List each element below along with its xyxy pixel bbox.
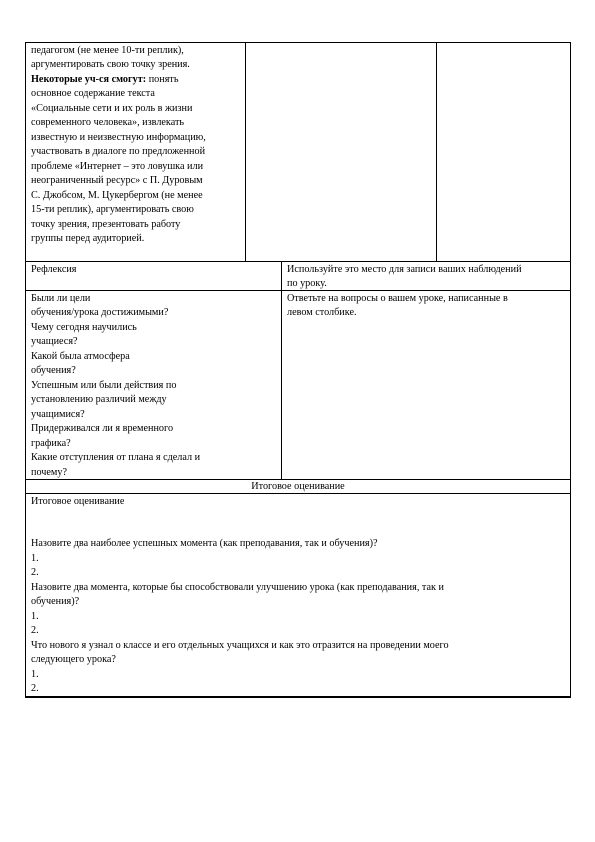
objective-line: точку зрения, презентовать работу <box>31 218 181 230</box>
answer-number: 1. <box>31 610 39 622</box>
objective-line: 15-ти реплик), аргументировать свою <box>31 204 194 216</box>
objective-line: педагогом (не менее 10-ти реплик), <box>31 45 184 56</box>
final-assessment-heading-text: Итоговое оценивание <box>251 481 345 492</box>
question-line: Какие отступления от плана я сделал и <box>31 452 201 464</box>
assessment-question: Назовите два наиболее успешных момента (как преподавания, так и обучения)? <box>31 538 378 550</box>
objective-line: «Социальные сети и их роль в жизни <box>31 102 193 114</box>
answer-line: левом столбике. <box>287 307 357 319</box>
answer-line: Ответьте на вопросы о вашем уроке, написанные в <box>287 293 508 304</box>
objective-line: основное содержание текста <box>31 88 155 100</box>
final-assessment-body <box>31 495 449 697</box>
objective-line: неограниченный ресурс» с П. Дуровым <box>31 175 203 187</box>
question-line: установлению различий между <box>31 394 167 406</box>
objective-line: С. Джобсом, М. Цукербергом (не менее <box>31 189 203 201</box>
objective-line: современного человека», извлекать <box>31 117 185 129</box>
answer-number: 2. <box>31 683 39 695</box>
question-line: Чему сегодня научились <box>31 321 137 333</box>
answer-number: 1. <box>31 668 39 680</box>
reflection-questions <box>31 292 200 480</box>
table-border-top <box>25 42 571 43</box>
answer-number: 2. <box>31 625 39 637</box>
question-line: Успешным или были действия по <box>31 379 177 391</box>
row-divider <box>25 261 571 262</box>
reflection-note <box>287 263 522 292</box>
note-line: по уроку. <box>287 278 327 290</box>
objective-line: участвовать в диалоге по предложенной <box>31 146 206 158</box>
some-students-label: Некоторые уч-ся смогут: <box>31 73 147 85</box>
learning-objectives-cell <box>31 44 206 247</box>
question-line: графика? <box>31 437 71 449</box>
objective-line: аргументировать свою точку зрения. <box>31 59 190 71</box>
column-divider <box>245 42 246 261</box>
assessment-question: Что нового я узнал о классе и его отдельных учащихся и как это отразится на проведении моего <box>31 639 449 651</box>
question-line: Придерживался ли я временного <box>31 423 174 435</box>
column-divider <box>281 261 282 479</box>
objective-line: группы перед аудиторией. <box>31 233 145 245</box>
objective-line: известную и неизвестную информацию, <box>31 131 206 143</box>
column-divider <box>436 42 437 261</box>
objective-line <box>31 73 206 87</box>
question-line: обучения? <box>31 365 76 377</box>
reflection-answer-instructions <box>287 292 508 321</box>
final-assessment-subheading: Итоговое оценивание <box>31 496 125 507</box>
table-border-right <box>570 42 571 697</box>
note-line: Используйте это место для записи ваших наблюдений <box>287 264 522 275</box>
question-line: почему? <box>31 466 67 478</box>
assessment-question: следующего урока? <box>31 654 116 666</box>
question-line: Какой была атмосфера <box>31 350 130 362</box>
reflection-heading <box>31 263 77 277</box>
answer-number: 2. <box>31 567 39 579</box>
table-border-left <box>25 42 26 697</box>
reflection-heading-text: Рефлексия <box>31 264 77 275</box>
question-line: учащимися? <box>31 408 85 420</box>
assessment-question: Назовите два момента, которые бы способствовали улучшению урока (как преподавания, так и <box>31 581 444 593</box>
answer-number: 1. <box>31 552 39 564</box>
question-line: учащиеся? <box>31 336 78 348</box>
question-line: обучения/урока достижимыми? <box>31 307 169 319</box>
final-assessment-heading <box>26 480 570 494</box>
objective-text: понять <box>146 73 179 85</box>
objective-line: проблеме «Интернет – это ловушка или <box>31 160 204 172</box>
assessment-question: обучения)? <box>31 596 80 608</box>
question-line: Были ли цели <box>31 293 91 304</box>
